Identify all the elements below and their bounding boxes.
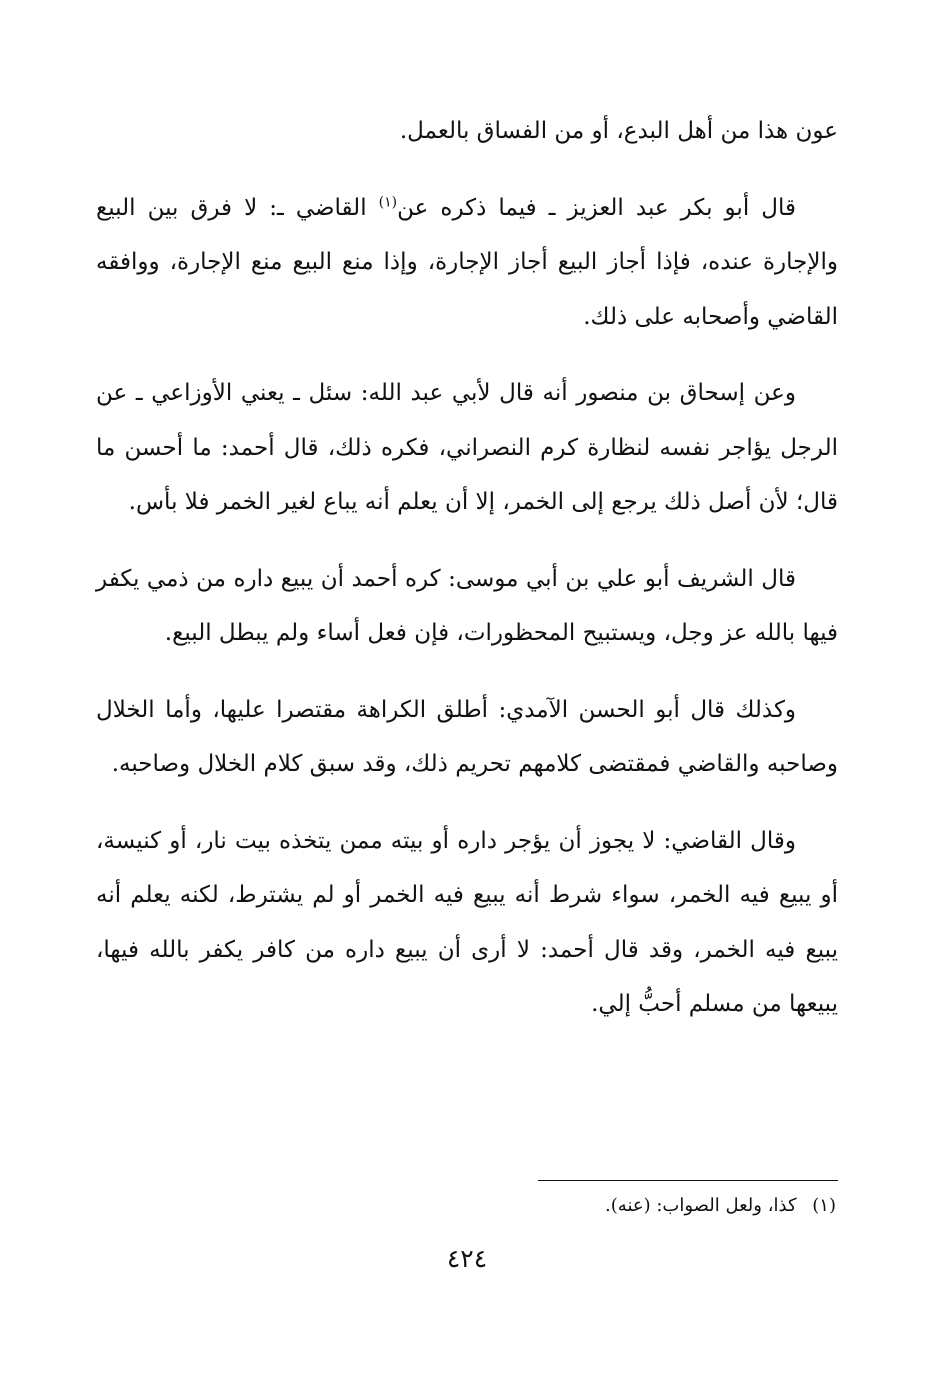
- paragraph-1-text: عون هذا من أهل البدع، أو من الفساق بالعمل.: [399, 118, 838, 144]
- paragraph-3-text: وعن إسحاق بن منصور أنه قال لأبي عبد الله: سئل ـ يعني الأوزاعي ـ عن الرجل يؤاجر نفسه لنظارة كرم النصراني، فكره ذلك، قال أحمد: ما أحسن ما قال؛ لأن أصل ذلك يرجع إلى الخمر، إلا أن يعلم أنه يباع لغير الخمر فلا بأس.: [96, 380, 838, 515]
- footnote-reference: (١): [378, 193, 398, 210]
- footnote-separator: [538, 1180, 838, 1181]
- paragraph-3: [96, 366, 838, 530]
- footnote: [436, 1193, 836, 1219]
- footnote-number: (١): [812, 1195, 836, 1216]
- paragraph-5-text: وكذلك قال أبو الحسن الآمدي: أطلق الكراهة مقتصرا عليها، وأما الخلال وصاحبه والقاضي فمقتضى كلامهم تحريم ذلك، وقد سبق كلام الخلال وصاحبه.: [96, 696, 838, 777]
- footnote-text: كذا، ولعل الصواب: (عنه).: [605, 1195, 797, 1216]
- page-number: ٤٢٤: [446, 1244, 488, 1273]
- paragraph-4-text: قال الشريف أبو علي بن أبي موسى: كره أحمد أن يبيع داره من ذمي يكفر فيها بالله عز وجل، ويستبيح المحظورات، فإن فعل أساء ولم يبطل البيع.: [96, 565, 838, 646]
- paragraph-2: [96, 181, 838, 345]
- paragraph-6: [96, 814, 838, 1032]
- paragraph-2-after-footnote: القاضي ـ: لا فرق بين البيع والإجارة عنده، فإذا أجاز البيع أجاز الإجارة، وإذا منع البيع منع الإجارة، ووافقه القاضي وأصحابه على ذلك.: [96, 194, 838, 330]
- main-text: [96, 104, 838, 1054]
- paragraph-1: [96, 104, 838, 159]
- paragraph-5: [96, 683, 838, 792]
- paragraph-2-before-footnote: قال أبو بكر عبد العزيز ـ فيما ذكره عن: [397, 194, 796, 221]
- paragraph-4: [96, 552, 838, 661]
- paragraph-6-text: وقال القاضي: لا يجوز أن يؤجر داره أو بيته ممن يتخذه بيت نار، أو كنيسة، أو يبيع فيه الخمر، سواء شرط أنه يبيع فيه الخمر أو لم يشترط، لكنه يعلم أنه يبيع فيه الخمر، وقد قال أحمد: لا أرى أن يبيع داره من كافر يكفر بالله فيها، يبيعها من مسلم أحبُّ إلي.: [96, 827, 838, 1017]
